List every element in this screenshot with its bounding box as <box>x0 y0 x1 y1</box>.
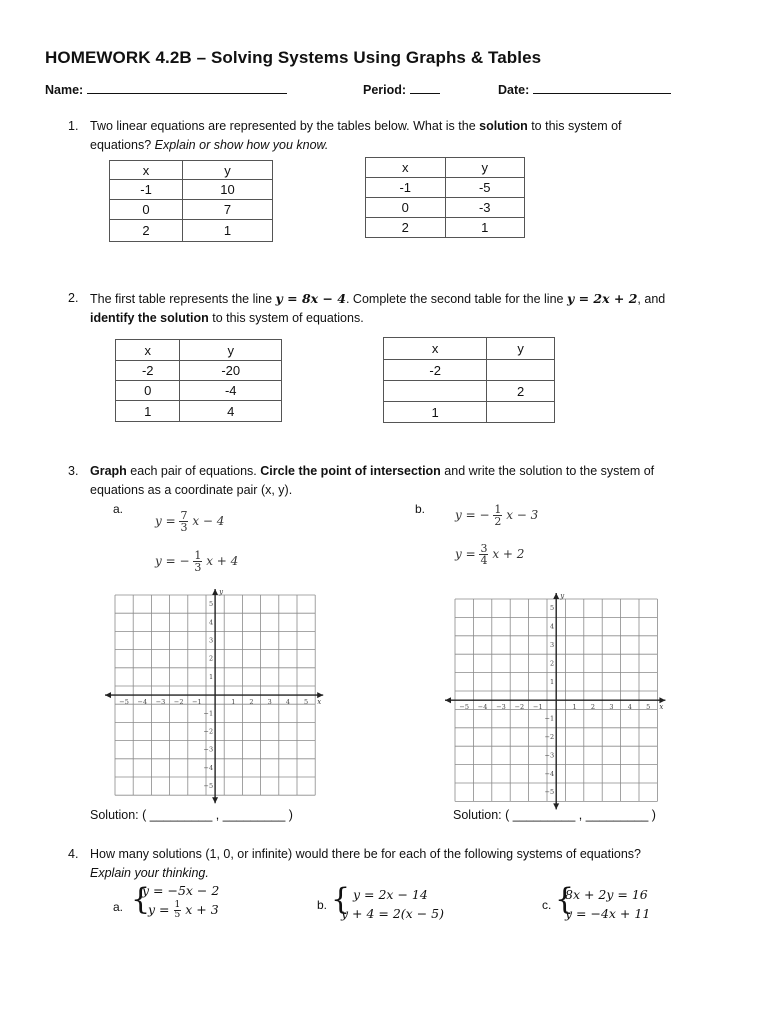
q4-number: 4. <box>68 847 79 861</box>
q3a-y-tick-label: 2 <box>208 654 214 663</box>
q3a-y-tick-label: 3 <box>208 636 214 645</box>
q3b-y-tick-label: −3 <box>544 751 555 760</box>
q3a-x-tick-label: 5 <box>304 698 309 707</box>
q3b-x-tick-label: 1 <box>572 703 577 712</box>
q3-prompt: Graph each pair of equations. Circle the point of intersection and write the solution to the system of equations as a coordinate pair (x, y). <box>90 464 655 497</box>
q4a-equation-1: y = −5x − 2 <box>142 883 220 898</box>
q3a-x-tick-label: 4 <box>285 698 290 707</box>
q3b-y-tick-label: 2 <box>550 659 555 668</box>
q3a-y-tick-label: 5 <box>208 600 214 609</box>
q3a-solution[interactable]: Solution: ( _________ , _________ ) <box>90 808 293 822</box>
q3b-y-tick-label: 3 <box>550 641 555 649</box>
q3b-coordinate-grid[interactable] <box>443 586 664 801</box>
q3b-y-tick-label: −5 <box>544 788 555 797</box>
q3b-y-tick-label: −4 <box>544 769 555 778</box>
q3a-equation-2: y = − $\frac{1}{3}$ x + 4 <box>155 549 239 574</box>
q3b-x-tick-label: −4 <box>477 703 488 712</box>
page-title: HOMEWORK 4.2B – Solving Systems Using Graphs & Tables <box>45 48 542 67</box>
q3b-x-tick-label: −3 <box>496 703 506 712</box>
q4b-label: b. <box>317 898 328 912</box>
name-label: Name: <box>45 83 84 97</box>
q3a-x-tick-label: −1 <box>192 698 202 707</box>
q3b-x-tick-label: −2 <box>514 703 525 712</box>
q3-number: 3. <box>68 464 79 478</box>
name-field[interactable] <box>45 81 287 97</box>
q3a-arrow-icon <box>105 692 111 698</box>
q3a-y-tick-label: −2 <box>203 727 214 736</box>
q3b-label: b. <box>415 502 426 516</box>
q4a-brace: { <box>131 882 151 917</box>
q3a-y-tick-label: 4 <box>208 618 214 627</box>
date-label: Date: <box>498 83 530 97</box>
q3a-y-tick-label: −3 <box>203 745 214 754</box>
q3b-x-tick-label: −1 <box>533 703 543 712</box>
q4b-equation-1: y = 2x − 14 <box>353 887 428 902</box>
q4c-system <box>565 885 650 923</box>
q3b-y-axis-label: y <box>560 592 565 600</box>
period-label: Period: <box>363 83 407 97</box>
q3a-arrow-icon <box>212 589 218 595</box>
q3a-y-tick-label: 1 <box>208 672 214 681</box>
q2-blank-cell[interactable] <box>487 402 555 423</box>
q3b-x-tick-label: 2 <box>590 703 596 712</box>
q1-table-2: x y -1 -5 0 -3 2 1 <box>365 157 525 238</box>
q3b-y-tick-label: −1 <box>544 714 555 723</box>
q3a-x-tick-label: −2 <box>173 698 184 707</box>
q3b-y-tick-label: 4 <box>550 622 555 631</box>
q2-table-2[interactable]: x y -2 2 1 <box>383 337 555 423</box>
q2-blank-cell[interactable] <box>487 360 555 381</box>
date-field[interactable] <box>498 81 671 97</box>
q3a-x-tick-label: −5 <box>119 698 129 707</box>
q3b-arrow-icon <box>553 593 559 599</box>
q3a-y-tick-label: −4 <box>203 763 214 772</box>
q3a-x-tick-label: 1 <box>231 698 236 707</box>
q4c-equation-2: y = −4x + 11 <box>565 906 651 921</box>
q3a-equation-1: y = $\frac{7}{3}$ x − 4 <box>155 509 225 534</box>
q4a-equation-2: y = $\frac{1}{5}$ x + 3 <box>148 900 219 920</box>
q3a-x-tick-label: 2 <box>249 698 254 707</box>
q2-prompt: The first table represents the line y = 8x − 4. Complete the second table for the line y = 2x + 2, and identify the solution to this system of equations. <box>90 291 666 325</box>
q3a-y-tick-label: −1 <box>203 709 214 718</box>
q3b-x-tick-label: 3 <box>609 703 614 712</box>
q3a-x-tick-label: 3 <box>267 698 272 707</box>
q4c-equation-1: 8x + 2y = 16 <box>565 887 648 902</box>
q4c-brace: { <box>555 882 575 917</box>
q3b-x-tick-label: 5 <box>646 703 651 712</box>
q2-blank-cell[interactable] <box>384 381 487 402</box>
q3b-solution[interactable]: Solution: ( _________ , _________ ) <box>453 808 656 822</box>
q1-number: 1. <box>68 119 79 133</box>
q1-table-1: x y -1 10 0 7 2 1 <box>109 160 273 242</box>
q3b-x-tick-label: −5 <box>459 703 469 712</box>
q3b-y-tick-label: −2 <box>544 733 555 741</box>
q3b-x-axis-label: x <box>659 703 664 712</box>
q3a-arrow-icon <box>212 797 218 803</box>
q3b-equation-1: y = − $\frac{1}{2}$ x − 3 <box>455 503 539 528</box>
q3b-y-tick-label: 1 <box>550 677 555 686</box>
q2-table-1: x y -2 -20 0 -4 1 4 <box>115 339 282 422</box>
q2-number: 2. <box>68 291 79 305</box>
q3a-x-tick-label: −4 <box>137 698 148 707</box>
q4b-equation-2: y + 4 = 2(x − 5) <box>341 906 444 921</box>
q4-prompt: How many solutions (1, 0, or infinite) would there be for each of the following systems of equations? Explain your thinking. <box>90 847 641 880</box>
q3b-equation-2: y = $\frac{3}{4}$ x + 2 <box>455 542 525 567</box>
q4b-system <box>341 885 444 923</box>
q3a-coordinate-grid[interactable] <box>100 583 320 798</box>
q4b-brace: { <box>331 882 351 917</box>
q1-prompt: Two linear equations are represented by the tables below. What is the solution to this system of equations? Explain or show how you know. <box>90 119 622 152</box>
q3a-x-axis-label: x <box>317 698 322 707</box>
q3a-x-tick-label: −3 <box>155 698 166 707</box>
q4a-system <box>142 881 219 920</box>
q3b-y-tick-label: 5 <box>550 604 555 613</box>
period-field[interactable] <box>363 81 440 97</box>
q3b-x-tick-label: 4 <box>627 703 632 712</box>
q3a-label: a. <box>113 502 124 516</box>
q3a-y-tick-label: −5 <box>203 782 214 791</box>
q3b-arrow-icon <box>445 697 451 703</box>
q4c-label: c. <box>542 898 552 912</box>
q3a-y-axis-label: y <box>219 588 224 596</box>
q4a-label: a. <box>113 900 124 914</box>
